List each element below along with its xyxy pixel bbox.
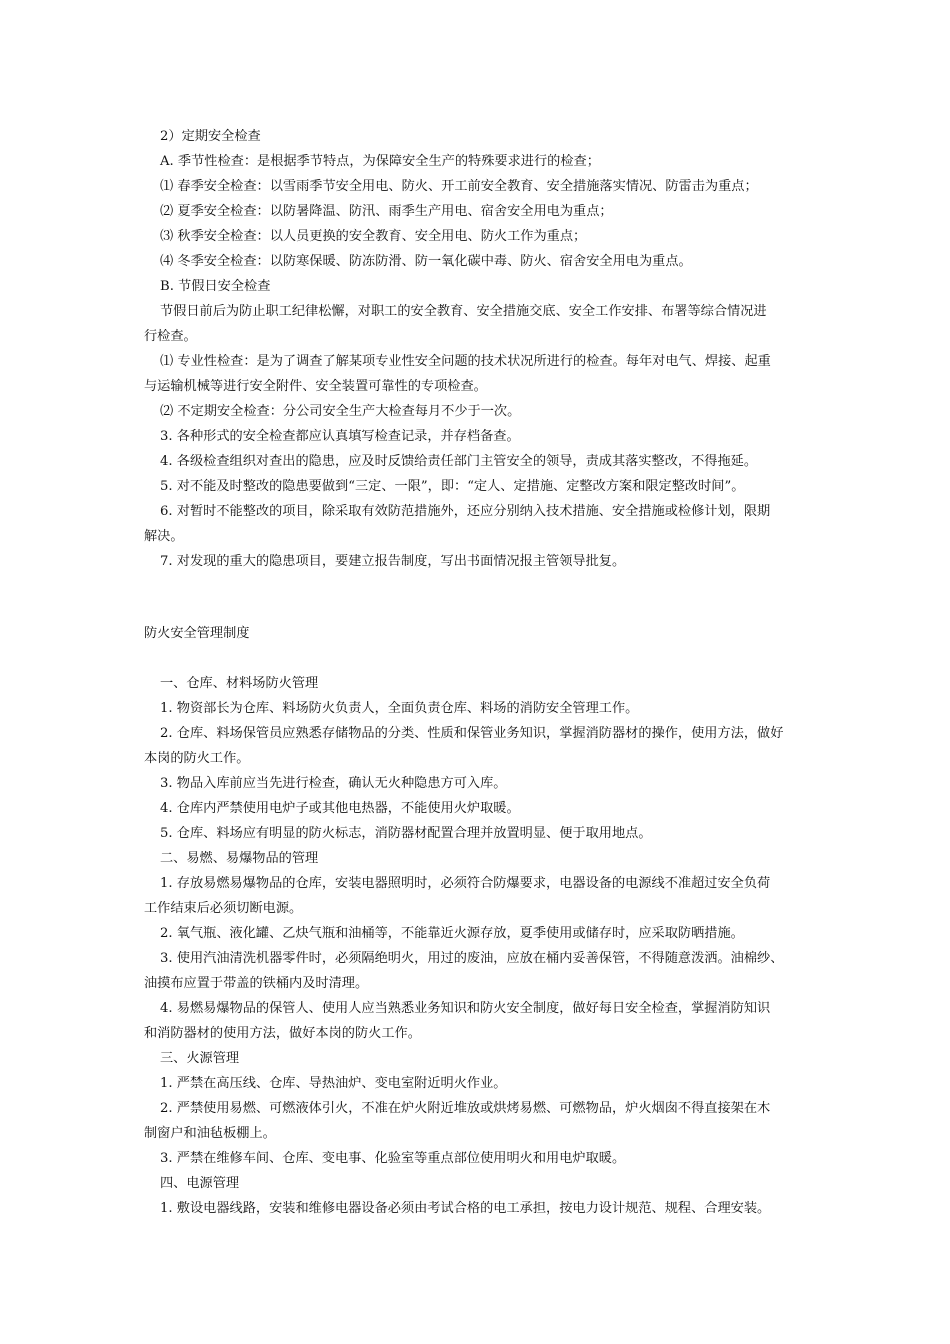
paragraph-line: 四、电源管理 [160, 1176, 240, 1191]
section-periodic-safety-inspection [144, 124, 812, 574]
paragraph-line: 4. 易燃易爆物品的保管人、使用人应当熟悉业务知识和防火安全制度，做好每日安全检查，掌握消防知识 [160, 1001, 771, 1016]
paragraph-line: 节假日前后为防止职工纪律松懈，对职工的安全教育、安全措施交底、安全工作安排、布署等综合情况进 [160, 304, 767, 319]
paragraph-line: 油摸布应置于带盖的铁桶内及时清理。 [144, 976, 369, 991]
paragraph-line: ⑵ 夏季安全检查：以防暑降温、防汛、雨季生产用电、宿舍安全用电为重点； [160, 204, 613, 219]
paragraph-line: 工作结束后必须切断电源。 [144, 901, 303, 916]
section-fire-safety-management [144, 671, 812, 1221]
paragraph-line: 1. 严禁在高压线、仓库、导热油炉、变电室附近明火作业。 [160, 1076, 507, 1091]
paragraph-line: ⑴ 春季安全检查：以雪雨季节安全用电、防火、开工前安全教育、安全措施落实情况、防雷击为重点； [160, 179, 758, 194]
paragraph-line: A. 季节性检查：是根据季节特点，为保障安全生产的特殊要求进行的检查； [160, 154, 600, 169]
paragraph-line: 5. 对不能及时整改的隐患要做到“三定、一限”，即：“定人、定措施、定整改方案和限定整改时间”。 [160, 479, 745, 494]
paragraph-line: 6. 对暂时不能整改的项目，除采取有效防范措施外，还应分别纳入技术措施、安全措施或检修计划，限期 [160, 504, 771, 519]
paragraph-line: 2. 严禁使用易燃、可燃液体引火，不准在炉火附近堆放或烘烤易燃、可燃物品，炉火烟囱不得直接架在木 [160, 1101, 771, 1116]
paragraph-line: 一、仓库、材料场防火管理 [160, 676, 319, 691]
paragraph-line: 1. 敷设电器线路，安装和维修电器设备必须由考试合格的电工承担，按电力设计规范、规程、合理安装。 [160, 1201, 771, 1216]
section-spacer [144, 646, 812, 671]
paragraph-line: 与运输机械等进行安全附件、安全装置可靠性的专项检查。 [144, 379, 487, 394]
paragraph-line: 7. 对发现的重大的隐患项目，要建立报告制度，写出书面情况报主管领导批复。 [160, 554, 626, 569]
paragraph-line: 1. 物资部长为仓库、料场防火负责人，全面负责仓库、料场的消防安全管理工作。 [160, 701, 639, 716]
document-body [144, 124, 812, 1221]
paragraph-line: 4. 各级检查组织对查出的隐患，应及时反馈给责任部门主管安全的领导，责成其落实整改，不得拖延。 [160, 454, 758, 469]
paragraph-line: 制窗户和油毡板棚上。 [144, 1126, 276, 1141]
document-title: 防火安全管理制度 [144, 626, 250, 641]
paragraph-line: ⑴ 专业性检查：是为了调查了解某项专业性安全问题的技术状况所进行的检查。每年对电气、焊接、起重 [160, 354, 771, 369]
paragraph-line: 3. 严禁在维修车间、仓库、变电事、化验室等重点部位使用明火和用电炉取暖。 [160, 1151, 626, 1166]
paragraph-line: 行检查。 [144, 329, 197, 344]
paragraph-line: 2. 仓库、料场保管员应熟悉存储物品的分类、性质和保管业务知识，掌握消防器材的操作，使用方法，做好 [160, 726, 784, 741]
paragraph-line: 解决。 [144, 529, 184, 544]
paragraph-line: 3. 物品入库前应当先进行检查，确认无火种隐患方可入库。 [160, 776, 507, 791]
paragraph-line: 2. 氧气瓶、液化罐、乙炔气瓶和油桶等，不能靠近火源存放，夏季使用或储存时，应采取防晒措施。 [160, 926, 744, 941]
section-spacer [144, 574, 812, 621]
paragraph-line: 3. 使用汽油清洗机器零件时，必须隔绝明火，用过的废油，应放在桶内妥善保管，不得随意泼洒。油棉纱、 [160, 951, 784, 966]
paragraph-line: ⑷ 冬季安全检查：以防寒保暖、防冻防滑、防一氧化碳中毒、防火、宿舍安全用电为重点。 [160, 254, 692, 269]
paragraph-line: 和消防器材的使用方法，做好本岗的防火工作。 [144, 1026, 421, 1041]
paragraph-line: 1. 存放易燃易爆物品的仓库，安装电器照明时，必须符合防爆要求，电器设备的电源线不准超过安全负荷 [160, 876, 771, 891]
paragraph-line: 本岗的防火工作。 [144, 751, 250, 766]
paragraph-line: 三、火源管理 [160, 1051, 240, 1066]
paragraph-line: ⑵ 不定期安全检查：分公司安全生产大检查每月不少于一次。 [160, 404, 521, 419]
paragraph-line: 2）定期安全检查 [160, 129, 261, 144]
paragraph-line: 4. 仓库内严禁使用电炉子或其他电热器，不能使用火炉取暖。 [160, 801, 520, 816]
paragraph-line: B. 节假日安全检查 [160, 279, 271, 294]
paragraph-line: ⑶ 秋季安全检查：以人员更换的安全教育、安全用电、防火工作为重点； [160, 229, 587, 244]
paragraph-line: 二、易燃、易爆物品的管理 [160, 851, 319, 866]
paragraph-line: 3. 各种形式的安全检查都应认真填写检查记录，并存档备查。 [160, 429, 520, 444]
paragraph-line: 5. 仓库、料场应有明显的防火标志，消防器材配置合理并放置明显、便于取用地点。 [160, 826, 652, 841]
